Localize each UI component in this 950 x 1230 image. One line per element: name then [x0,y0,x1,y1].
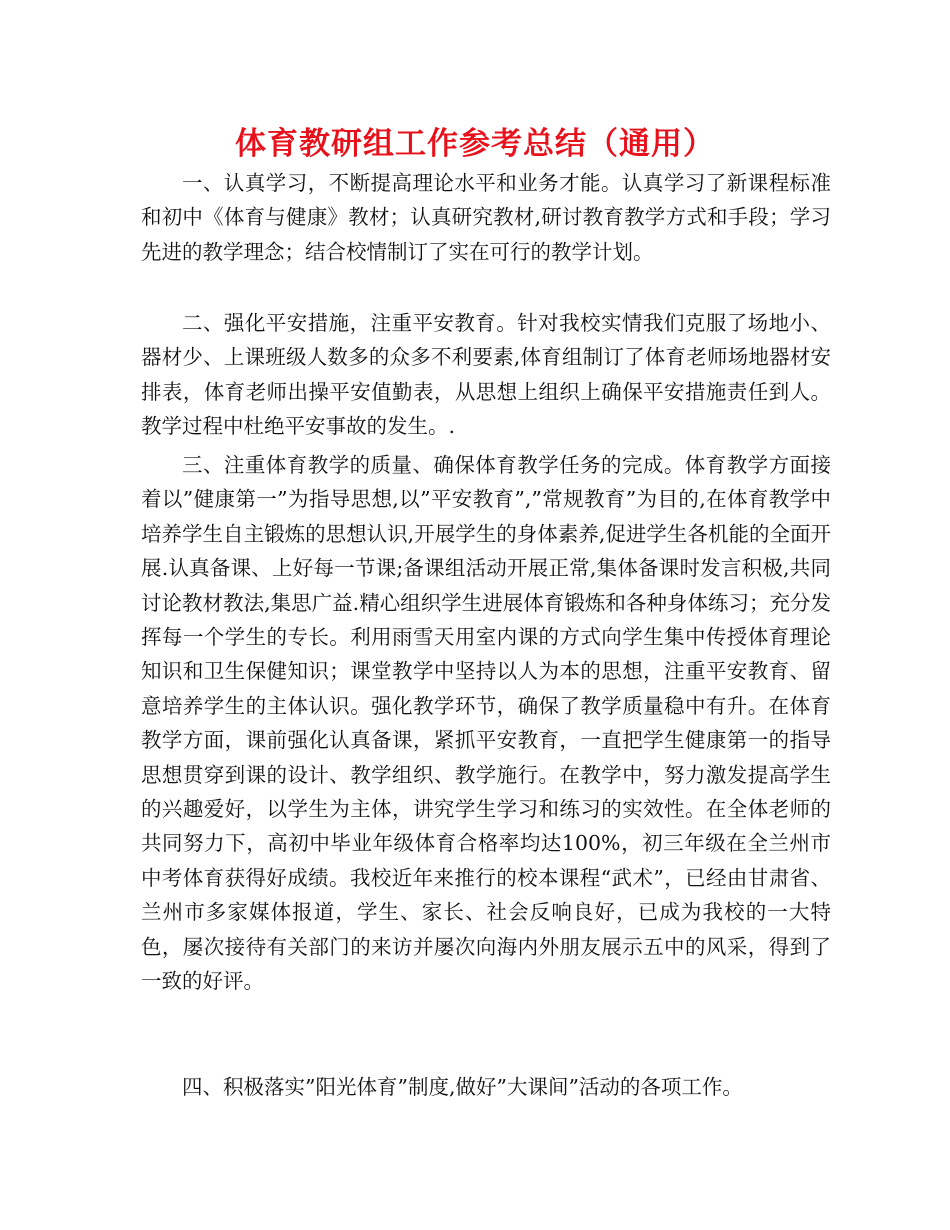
document-title: 体育教研组工作参考总结（通用） [235,126,715,162]
paragraph-learning: 一、认真学习，不断提高理论水平和业务才能。认真学习了新课程标准和初中《体育与健康》教材；认真研究教材,研讨教育教学方式和手段；学习先进的教学理念；结合校情制订了实在可行的教学计划。 [141,171,831,264]
paragraph-teaching-quality: 三、注重体育教学的质量、确保体育教学任务的完成。体育教学方面接着以”健康第一”为指导思想,以”平安教育”,”常规教育”为目的,在体育教学中培养学生自主锻炼的思想认识,开展学生的身体素养,促进学生各机能的全面开展.认真备课、上好每一节课;备课组活动开展正常,集体备课时发言积极,共同讨论教材教法,集思广益.精心组织学生进展体育锻炼和各种身体练习；充分发挥每一个学生的专长。利用雨雪天用室内课的方式向学生集中传授体育理论知识和卫生保健知识；课堂教学中坚持以人为本的思想，注重平安教育、留意培养学生的主体认识。强化教学环节，确保了教学质量稳中有升。在体育教学方面，课前强化认真备课，紧抓平安教育，一直把学生健康第一的指导思想贯穿到课的设计、教学组织、教学施行。在教学中，努力激发提高学生的兴趣爱好，以学生为主体，讲究学生学习和练习的实效性。在全体老师的共同努力下，高初中毕业年级体育合格率均达100%，初三年级在全兰州市中考体育获得好成绩。我校近年来推行的校本课程“武术”，已经由甘肃省、兰州市多家媒体报道，学生、家长、社会反响良好，已成为我校的一大特色，屡次接待有关部门的来访并屡次向海内外朋友展示五中的风采，得到了一致的好评。 [141,453,831,994]
paragraph-sunshine-sports: 四、积极落实”阳光体育”制度,做好”大课间”活动的各项工作。 [182,1075,743,1099]
paragraph-safety: 二、强化平安措施，注重平安教育。针对我校实情我们克服了场地小、器材少、上课班级人数多的众多不利要素,体育组制订了体育老师场地器材安排表，体育老师出操平安值勤表，从思想上组织上确保平安措施责任到人。教学过程中杜绝平安事故的发生。. [141,311,831,439]
